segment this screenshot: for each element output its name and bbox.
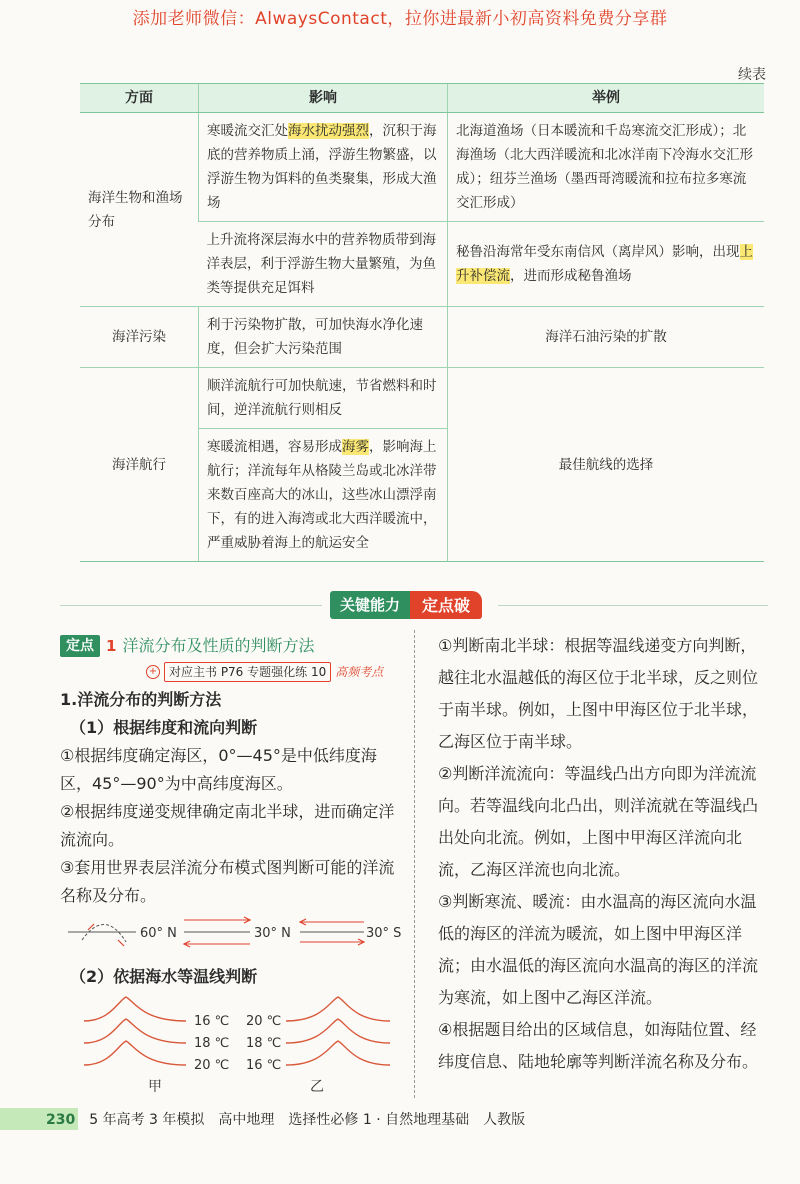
- table-row-pollution: [80, 307, 764, 368]
- right-column: [438, 630, 768, 1078]
- label-60n: 60° N: [140, 926, 177, 941]
- iso-yi-label-3: 16 ℃: [246, 1058, 282, 1073]
- highlight-fog: 海雾: [342, 439, 369, 455]
- header-example: 举例: [448, 84, 765, 113]
- iso-yi-label-1: 20 ℃: [246, 1014, 282, 1029]
- label-30n: 30° N: [254, 926, 291, 941]
- effect-navigation-2: [199, 428, 447, 561]
- aspect-pollution: 海洋污染: [80, 307, 199, 368]
- header-aspect: 方面: [80, 84, 199, 113]
- key-point-tag: 定点: [60, 635, 100, 657]
- page-number: 230: [46, 1112, 76, 1128]
- effect-navigation: [199, 368, 448, 562]
- banner-left: 关键能力: [330, 591, 410, 619]
- arrow-icon: [88, 924, 94, 930]
- footer-volume: 选择性必修 1 · 自然地理基础: [288, 1112, 470, 1128]
- para-region-info: ④根据题目给出的区域信息，如海陆位置、经纬度信息、陆地轮廓等判断洋流名称及分布。: [438, 1020, 759, 1071]
- effect-bio-1: [199, 113, 448, 222]
- reference-text: 对应主书 P76 专题强化练 10: [164, 662, 331, 682]
- effect-navigation-2-post: ，影响海上航行；洋流每年从格陵兰岛或北冰洋带来数百座高大的冰山，这些冰山漂浮南下，有的进入海湾或北大西洋暖流中，严重威胁着海上的航运安全: [207, 439, 437, 551]
- isotherm-jia: [84, 997, 229, 1095]
- effect-navigation-1: 顺洋流航行可加快航速，节省燃料和时间，逆洋流航行则相反: [207, 378, 437, 418]
- footer-subject: 高中地理: [218, 1112, 275, 1128]
- table-header-row: [80, 84, 764, 113]
- arrow-icon: [118, 940, 124, 946]
- label-30s: 30° S: [366, 926, 402, 941]
- isotherm-jia-3: [84, 1041, 186, 1065]
- isotherm-yi-3: [286, 1041, 390, 1065]
- left-column: [60, 632, 406, 1104]
- ocean-current-effects-table: [80, 83, 764, 562]
- continued-label: 续表: [738, 67, 766, 83]
- iso-jia-label-3: 20 ℃: [194, 1058, 230, 1073]
- example-bio-2-post: ，进而形成秘鲁渔场: [510, 268, 632, 284]
- diagram-60n: [68, 924, 177, 946]
- banner-line-right: [498, 605, 768, 606]
- subheading-latitude: （1）根据纬度和流向判断: [70, 718, 258, 737]
- example-pollution: 海洋石油污染的扩散: [448, 307, 765, 368]
- footer: [46, 1110, 525, 1130]
- key-point-title: [60, 632, 406, 660]
- diagram-30s: [300, 919, 401, 945]
- frequency-badge: 高频考点: [335, 665, 384, 679]
- effect-bio-2: 上升流将深层海水中的营养物质带到海洋表层，利于浮游生物大量繁殖，为鱼类等提供充足饵料: [199, 222, 448, 307]
- table-row-bio-1: [80, 113, 764, 222]
- key-point-number: 1: [106, 637, 117, 655]
- latitude-current-diagram: [60, 910, 406, 954]
- key-point-reference: [146, 662, 406, 682]
- key-point-text: 洋流分布及性质的判断方法: [122, 636, 315, 655]
- isotherm-yi-1: [286, 997, 390, 1021]
- para-warm-cold: ③判断寒流、暖流：由水温高的海区流向水温低的海区的洋流为暖流，如上图中甲海区洋流；由水温低的海区流向水温高的海区的洋流为寒流，如上图中乙海区洋流。: [438, 892, 759, 1007]
- highlight-disturbance: 海水扰动强烈: [288, 123, 369, 139]
- example-bio-1: 北海道渔场（日本暖流和千岛寒流交汇形成）；北海渔场（北大西洋暖流和北冰洋南下冷海水交汇形成）；纽芬兰渔场（墨西哥湾暖流和拉布拉多寒流交汇形成）: [448, 113, 765, 222]
- banner-right: 定点破: [410, 591, 482, 619]
- plus-circle-icon: +: [146, 665, 160, 679]
- isotherm-diagram: [60, 991, 406, 1095]
- column-divider: [414, 630, 415, 1098]
- iso-jia-label-1: 16 ℃: [194, 1014, 230, 1029]
- iso-yi-label-2: 18 ℃: [246, 1036, 282, 1051]
- aspect-navigation: 海洋航行: [80, 368, 199, 562]
- iso-jia-label-2: 18 ℃: [194, 1036, 230, 1051]
- para-direction: ②判断洋流流向：等温线凸出方向即为洋流流向。若等温线向北凸出，则洋流就在等温线凸出处向北流。例如，上图中甲海区洋流向北流，乙海区洋流也向北流。: [438, 764, 759, 879]
- diagram-30n: [184, 917, 291, 947]
- highlight-upwelling: 上升补偿流: [456, 244, 753, 284]
- para-latitude-1: ①根据纬度确定海区，0°—45°是中低纬度海区，45°—90°为中高纬度海区。: [60, 746, 377, 793]
- header-effect: 影响: [199, 84, 448, 113]
- section-banner: [330, 591, 482, 619]
- example-navigation: 最佳航线的选择: [448, 368, 765, 562]
- effect-navigation-2-pre: 寒暖流相遇，容易形成: [207, 439, 342, 455]
- isotherm-jia-2: [84, 1019, 186, 1043]
- effect-pollution: 利于污染物扩散，可加快海水净化速度，但会扩大污染范围: [199, 307, 448, 368]
- banner-line-left: [60, 605, 322, 606]
- isotherm-yi: [246, 997, 390, 1095]
- effect-bio-1-post: ，沉积于海底的营养物质上涌，浮游生物繁盛，以浮游生物为饵料的鱼类聚集，形成大渔场: [207, 123, 437, 211]
- gyre-arc: [82, 924, 126, 942]
- example-bio-2: [448, 222, 765, 307]
- footer-book: 5 年高考 3 年模拟: [89, 1112, 205, 1128]
- method-heading: 1.洋流分布的判断方法: [60, 690, 222, 709]
- example-bio-2-pre: 秘鲁沿海常年受东南信风（离岸风）影响，出现: [456, 244, 740, 260]
- label-yi: 乙: [310, 1079, 324, 1095]
- table-row-navigation: [80, 368, 764, 562]
- effect-bio-1-pre: 寒暖流交汇处: [207, 123, 288, 139]
- subheading-isotherm: （2）依据海水等温线判断: [70, 967, 258, 986]
- para-latitude-2: ②根据纬度递变规律确定南北半球，进而确定洋流流向。: [60, 802, 395, 849]
- label-jia: 甲: [148, 1079, 162, 1095]
- aspect-bio: 海洋生物和渔场分布: [80, 113, 199, 307]
- watermark: 添加老师微信：AlwaysContact，拉你进最新小初高资料免费分享群: [132, 9, 668, 29]
- isotherm-jia-1: [84, 997, 186, 1021]
- isotherm-yi-2: [286, 1019, 390, 1043]
- para-latitude-3: ③套用世界表层洋流分布模式图判断可能的洋流名称及分布。: [60, 858, 395, 905]
- para-hemisphere: ①判断南北半球：根据等温线递变方向判断，越往北水温越低的海区位于北半球，反之则位于南半球。例如，上图中甲海区位于北半球，乙海区位于南半球。: [438, 636, 759, 751]
- footer-edition: 人教版: [483, 1112, 526, 1128]
